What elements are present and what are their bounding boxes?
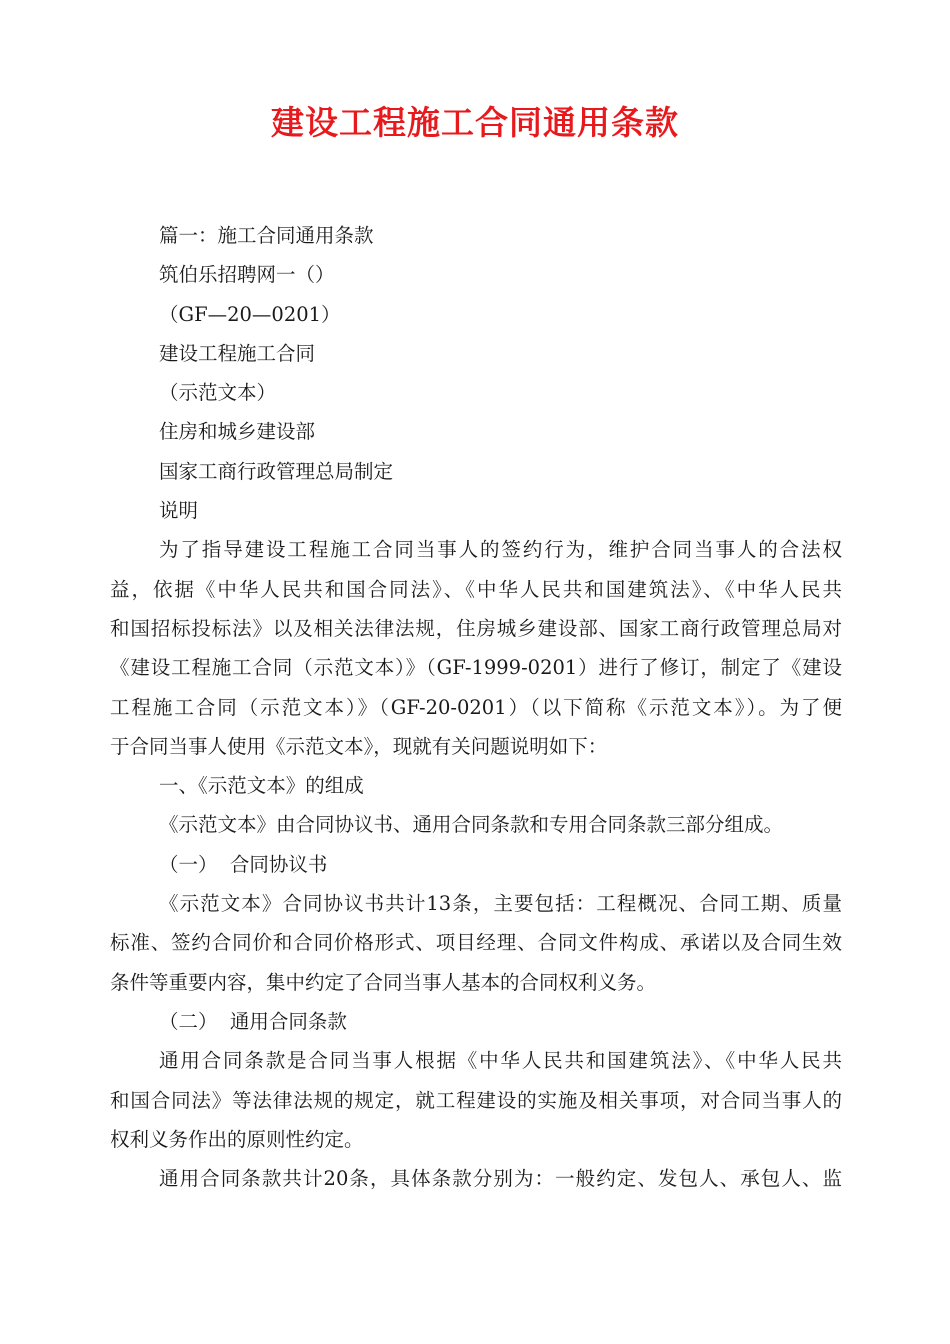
paragraph-line: 工程施工合同（示范文本）》（GF-20-0201）（以下简称《示范文本》）。为了便 <box>110 695 842 719</box>
paragraph-line: 权利义务作出的原则性约定。 <box>110 1127 364 1151</box>
section-heading-composition: 一、《示范文本》的组成 <box>159 774 364 798</box>
paragraph-line: 条件等重要内容，集中约定了合同当事人基本的合同权利义务。 <box>110 970 657 994</box>
issuer-ministry: 住房和城乡建设部 <box>159 420 316 444</box>
subsection-heading-agreement: （一） 合同协议书 <box>159 852 328 876</box>
explanation-heading: 说明 <box>159 499 199 523</box>
issuer-administration: 国家工商行政管理总局制定 <box>159 459 394 483</box>
section-heading-part-one: 篇一：施工合同通用条款 <box>159 224 374 247</box>
model-text-label: （示范文本） <box>159 381 277 405</box>
document-title: 建设工程施工合同通用条款 <box>271 103 679 142</box>
paragraph-line: 《建设工程施工合同（示范文本）》（GF-1999-0201）进行了修订，制定了《建设 <box>110 656 842 680</box>
paragraph-line: 为了指导建设工程施工合同当事人的签约行为，维护合同当事人的合法权 <box>159 538 842 562</box>
contract-name: 建设工程施工合同 <box>159 341 316 365</box>
paragraph-line: 益，依据《中华人民共和国合同法》、《中华人民共和国建筑法》、《中华人民共 <box>110 577 842 601</box>
paragraph-line: 通用合同条款共计20条，具体条款分别为：一般约定、发包人、承包人、监 <box>159 1167 842 1191</box>
source-line: 筑伯乐招聘网一（） <box>159 263 335 287</box>
paragraph-line: 于合同当事人使用《示范文本》，现就有关问题说明如下： <box>110 734 608 758</box>
paragraph-line: 通用合同条款是合同当事人根据《中华人民共和国建筑法》、《中华人民共 <box>159 1049 842 1073</box>
document-body <box>110 216 842 1198</box>
paragraph-line: 《示范文本》合同协议书共计13条，主要包括：工程概况、合同工期、质量 <box>159 892 842 916</box>
paragraph-line: 和国招标投标法》以及相关法律法规，住房城乡建设部、国家工商行政管理总局对 <box>110 616 842 640</box>
paragraph-line: 《示范文本》由合同协议书、通用合同条款和专用合同条款三部分组成。 <box>159 813 784 837</box>
standard-code: （GF—20—0201） <box>159 302 341 326</box>
subsection-heading-general-terms: （二） 通用合同条款 <box>159 1009 347 1033</box>
paragraph-line: 和国合同法》等法律法规的规定，就工程建设的实施及相关事项，对合同当事人的 <box>110 1088 842 1112</box>
paragraph-line: 标准、签约合同价和合同价格形式、项目经理、合同文件构成、承诺以及合同生效 <box>110 931 842 955</box>
